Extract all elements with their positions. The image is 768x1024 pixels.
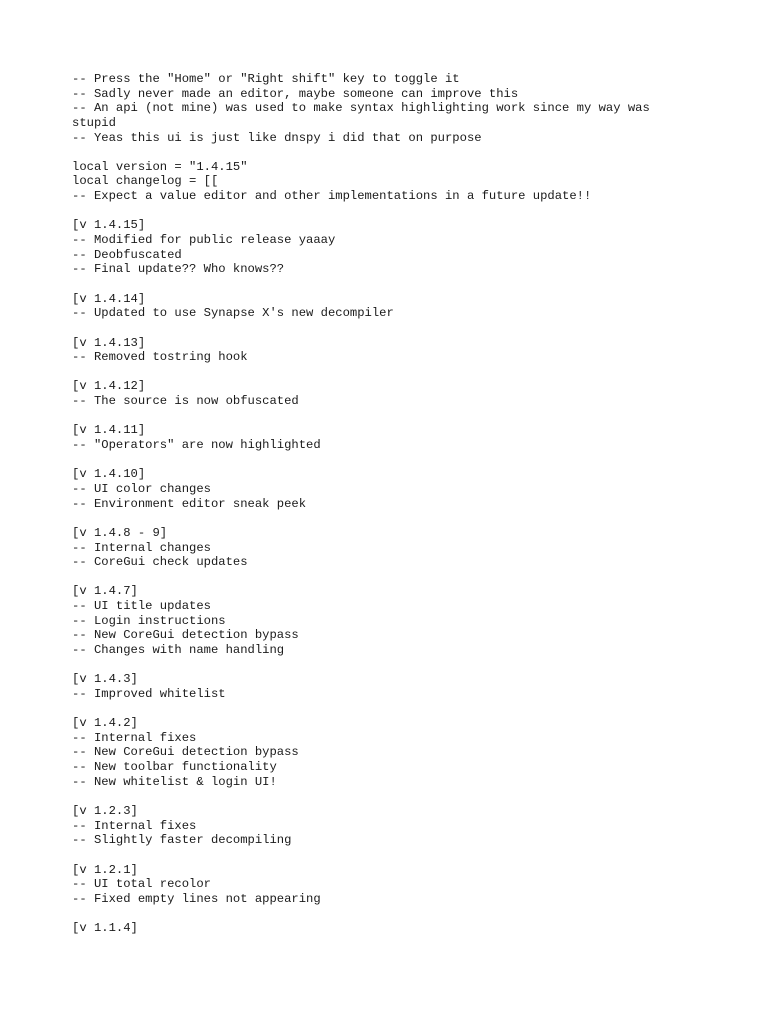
code-line: -- UI title updates [72,599,211,614]
code-line: -- Sadly never made an editor, maybe someone can improve this [72,86,519,101]
code-line: -- Yeas this ui is just like dnspy i did that on purpose [72,130,482,145]
code-line: local version = "1.4.15" [72,159,248,174]
code-line: [v 1.4.13] [72,335,146,350]
code-line: [v 1.1.4] [72,921,138,936]
code-line: [v 1.4.14] [72,291,146,306]
code-line: -- Login instructions [72,613,226,628]
code-line: -- New whitelist & login UI! [72,774,277,789]
code-line: [v 1.4.8 - 9] [72,525,168,540]
code-line [72,907,752,922]
code-line: -- New CoreGui detection bypass [72,628,299,643]
code-line [72,570,752,585]
code-line: -- Slightly faster decompiling [72,833,292,848]
code-line: -- Internal changes [72,540,211,555]
code-line: -- Removed tostring hook [72,350,248,365]
code-line: -- Fixed empty lines not appearing [72,891,321,906]
code-line: stupid [72,115,116,130]
code-line [72,511,752,526]
code-line [72,204,752,219]
code-line: -- "Operators" are now highlighted [72,438,321,453]
code-line [72,453,752,468]
code-line: [v 1.4.15] [72,218,146,233]
code-line: -- Environment editor sneak peek [72,496,307,511]
code-line [72,789,752,804]
code-line: -- CoreGui check updates [72,555,248,570]
code-text-block [72,72,752,936]
code-line: -- UI total recolor [72,877,211,892]
code-line: [v 1.4.7] [72,584,138,599]
code-line [72,321,752,336]
code-line: -- Improved whitelist [72,686,226,701]
code-line: -- The source is now obfuscated [72,394,299,409]
code-line: -- Expect a value editor and other implementations in a future update!! [72,189,592,204]
code-line: -- Internal fixes [72,818,197,833]
code-line: -- Modified for public release yaaay [72,233,336,248]
code-line: -- An api (not mine) was used to make syntax highlighting work since my way was [72,101,650,116]
code-line [72,848,752,863]
code-line: [v 1.4.12] [72,379,146,394]
code-line: -- UI color changes [72,481,211,496]
code-line: -- Internal fixes [72,730,197,745]
code-line: local changelog = [[ [72,174,219,189]
code-line [72,409,752,424]
code-line [72,145,752,160]
code-line: [v 1.2.1] [72,862,138,877]
code-line: -- Changes with name handling [72,642,285,657]
code-line: -- Updated to use Synapse X's new decompiler [72,306,394,321]
code-line: [v 1.4.10] [72,467,146,482]
code-line: [v 1.4.3] [72,672,138,687]
code-line: -- New CoreGui detection bypass [72,745,299,760]
code-line: [v 1.4.11] [72,423,146,438]
code-line: -- Deobfuscated [72,247,182,262]
code-line [72,658,752,673]
code-line: -- Press the "Home" or "Right shift" key to toggle it [72,72,460,86]
code-line [72,702,752,717]
code-line: [v 1.2.3] [72,804,138,819]
code-line [72,365,752,380]
code-line: [v 1.4.2] [72,716,138,731]
code-line: -- Final update?? Who knows?? [72,262,285,277]
code-line: -- New toolbar functionality [72,760,277,775]
code-line [72,277,752,292]
